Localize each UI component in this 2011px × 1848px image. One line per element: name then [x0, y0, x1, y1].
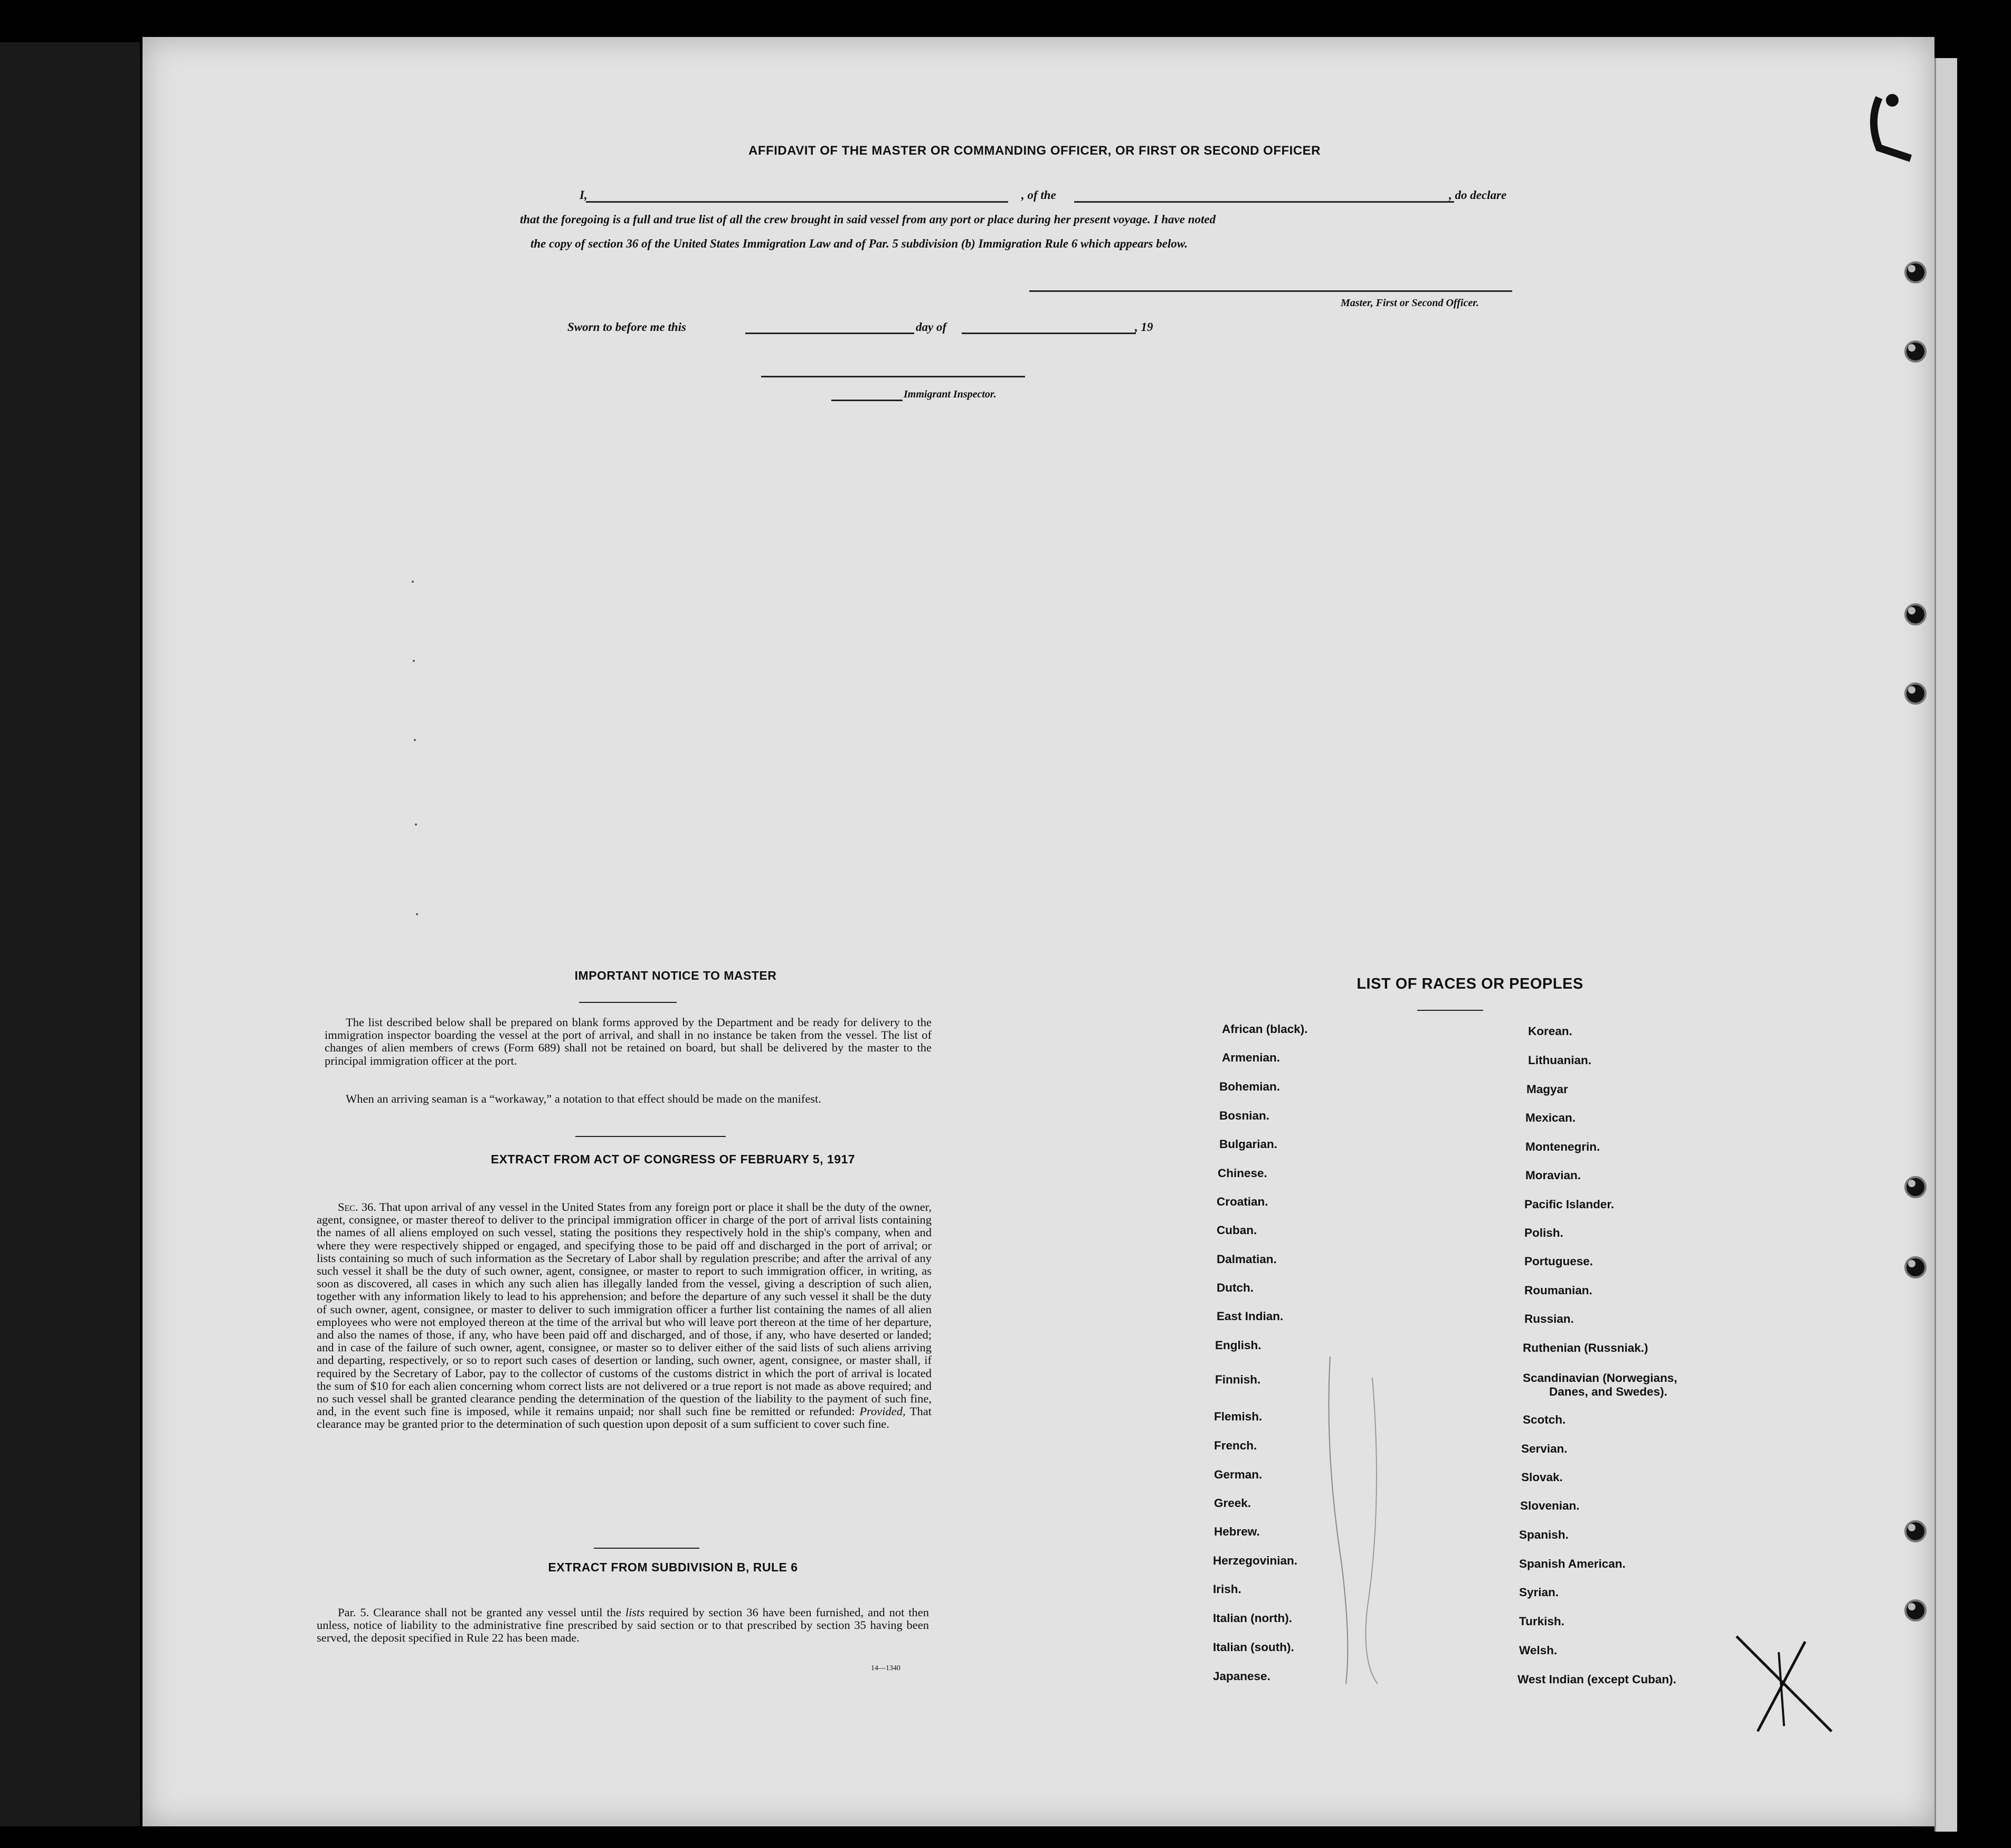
race-item: English.: [1215, 1339, 1261, 1352]
extract-act-body: [317, 1201, 932, 1431]
race-item: Mexican.: [1525, 1111, 1576, 1124]
binder-hole: [1904, 1520, 1927, 1542]
margin-dot: [413, 660, 415, 662]
binder-hole: [1904, 1256, 1927, 1278]
race-item: Welsh.: [1519, 1644, 1558, 1657]
race-item: Bosnian.: [1219, 1109, 1270, 1122]
inspector-signature-line: [761, 376, 1025, 377]
margin-dot: [412, 581, 414, 583]
race-item: Finnish.: [1215, 1373, 1261, 1386]
extract-rule-text-b: required by section 36 have been furnished, and not then unless, notice of liability to the administrative fine prescribed by said section or to that prescribed by section 35 having been served, the deposit specified in Rule 22 has been made.: [317, 1606, 929, 1645]
signature-line: [1029, 290, 1512, 292]
sworn-day-line: [745, 333, 914, 334]
race-item: Italian (north).: [1213, 1612, 1292, 1625]
race-item: Chinese.: [1218, 1167, 1267, 1180]
race-item: Bulgarian.: [1219, 1138, 1278, 1151]
race-item: Slovenian.: [1520, 1499, 1580, 1512]
extract-rule-title: EXTRACT FROM SUBDIVISION B, RULE 6: [548, 1560, 798, 1574]
notice-rule: [579, 1002, 677, 1003]
races-rule: [1417, 1010, 1483, 1011]
year-label: , 19: [1135, 320, 1153, 334]
race-item: Cuban.: [1217, 1224, 1257, 1237]
race-item: Roumanian.: [1524, 1284, 1592, 1297]
race-item: Herzegovinian.: [1213, 1554, 1298, 1567]
extract-act-text: That upon arrival of any vessel in the United States from any foreign port or place it shall be the duty of the owner, agent, consignee, or master thereof to deliver to the principal immigration officer in charge of the port of arrival lists containing the names of all aliens employed on such vessel, stating the positions they respectively hold in the ship's company, when and where they were respectively shipped or engaged, and specifying those to be paid off and discharged in the port of arrival; or lists containing so much of such information as the Secretary of Labor shall by regulation prescribe; and after the arrival of any such vessel it shall be the duty of such owner, agent, consignee, or master to report to such immigration officer, in writing, as soon as discovered, all cases in which any such alien has illegally landed from the vessel, giving a description of such alien, together with any information likely to lead to his apprehension; and before the departure of any such vessel it shall be the duty of such owner, agent, consignee, or master to deliver to such immigration officer a further list containing the names of all alien employees who were not employed thereon at the time of the arrival but who will leave port thereon at the time of her departure, and also the names of those, if any, who have been paid off and discharged, and of those, if any, who have deserted or landed; and in case of the failure of such owner, agent, consignee, or master so to deliver either of the said lists of such aliens arriving and departing, respectively, or so to report such cases of desertion or landing, such owner, agent, consignee, or master shall, if required by the Secretary of Labor, pay to the collector of customs of the customs district in which the port of arrival is located the sum of $10 for each alien concerning whom correct lists are not delivered or a true report is not made as above required; and no such vessel shall be granted clearance pending the determination of the question of the liability to the payment of such fine, and, in the event such fine is imposed, while it remains unpaid; nor shall such fine be remitted or refunded:: [317, 1200, 932, 1418]
race-item: Montenegrin.: [1525, 1140, 1600, 1153]
binder-hole: [1904, 683, 1927, 705]
race-item: Servian.: [1521, 1442, 1568, 1455]
name-blank-line: [586, 201, 1008, 203]
binder-hole: [1904, 1599, 1927, 1622]
margin-dot: [415, 823, 417, 826]
inspector-caption: Immigrant Inspector.: [904, 388, 997, 400]
notice-para-2: When an arriving seaman is a “workaway,” a notation to that effect should be made on the manifest.: [346, 1092, 821, 1105]
race-item: Spanish American.: [1519, 1557, 1626, 1570]
affidavit-title: AFFIDAVIT OF THE MASTER OR COMMANDING OFFICER, OR FIRST OR SECOND OFFICER: [748, 144, 1321, 158]
document-page: [143, 37, 1934, 1826]
vessel-blank-line: [1074, 201, 1454, 203]
race-item: Irish.: [1213, 1582, 1241, 1596]
affidavit-line2: that the foregoing is a full and true list of all the crew brought in said vessel from any port or place during her present voyage. I have noted: [520, 213, 1216, 226]
affidavit-i-label: I,: [580, 188, 587, 202]
clip-mark: [1863, 90, 1932, 164]
sworn-month-line: [962, 333, 1136, 334]
race-item: Flemish.: [1214, 1410, 1263, 1423]
day-of-label: day of: [916, 320, 947, 334]
binder-hole: [1904, 1176, 1927, 1198]
binder-hole: [1904, 603, 1927, 626]
signature-caption: Master, First or Second Officer.: [1341, 297, 1479, 309]
margin-dot: [414, 739, 416, 741]
race-item: Syrian.: [1519, 1586, 1559, 1599]
sec-label: Sec. 36.: [338, 1200, 376, 1214]
race-item: Magyar: [1526, 1083, 1568, 1096]
race-item: Bohemian.: [1219, 1080, 1280, 1093]
extract-rule-body: [317, 1606, 929, 1645]
race-item: Slovak.: [1521, 1471, 1563, 1484]
races-title: LIST OF RACES OR PEOPLES: [1357, 975, 1583, 992]
race-item: Scandinavian (Norwegians,: [1523, 1371, 1677, 1385]
handwritten-x-mark: [1726, 1631, 1847, 1737]
provided-word: Provided,: [859, 1405, 906, 1418]
race-item: Ruthenian (Russniak.): [1523, 1341, 1648, 1354]
race-item: Turkish.: [1519, 1615, 1564, 1628]
notice-end-rule: [575, 1136, 726, 1137]
race-item: Spanish.: [1519, 1528, 1569, 1541]
race-item: Polish.: [1524, 1226, 1563, 1239]
race-item: French.: [1214, 1439, 1257, 1452]
race-item: Lithuanian.: [1528, 1054, 1591, 1067]
race-item: Japanese.: [1213, 1670, 1270, 1683]
race-item: German.: [1214, 1468, 1263, 1481]
race-item: West Indian (except Cuban).: [1517, 1673, 1676, 1686]
inspector-short-line: [831, 400, 903, 401]
race-item: Croatian.: [1217, 1195, 1268, 1208]
race-item: Hebrew.: [1214, 1525, 1260, 1538]
pencil-marks: [1309, 1346, 1415, 1689]
race-item: Scotch.: [1523, 1413, 1566, 1426]
lists-word: lists: [625, 1606, 645, 1619]
race-item: Greek.: [1214, 1496, 1251, 1510]
notice-para-1: The list described below shall be prepared on blank forms approved by the Department and be ready for delivery to the immigration inspector boarding the vessel at the port of arrival, and shall in no instance be taken from the vessel. The list of changes of alien members of crews (Form 689) shall not be retained on board, but shall be delivered by the master to the principal immigration officer at the port.: [325, 1016, 932, 1067]
sworn-label: Sworn to before me this: [567, 320, 686, 334]
race-item: Korean.: [1528, 1025, 1572, 1038]
left-page-edge: [0, 42, 140, 1826]
affidavit-of-the: , of the: [1021, 188, 1056, 202]
binder-hole: [1904, 261, 1927, 283]
race-item: East Indian.: [1217, 1310, 1284, 1323]
race-item: Portuguese.: [1524, 1255, 1593, 1268]
race-item: African (black).: [1222, 1022, 1308, 1036]
affidavit-do-declare: , do declare: [1449, 188, 1507, 202]
race-item: Italian (south).: [1213, 1641, 1294, 1654]
binder-hole: [1904, 340, 1927, 363]
right-page-edge: [1934, 58, 1957, 1832]
race-item: Russian.: [1524, 1312, 1574, 1325]
race-item: Moravian.: [1525, 1169, 1581, 1182]
race-item: Pacific Islander.: [1524, 1198, 1615, 1211]
form-number: 14—1340: [871, 1664, 900, 1672]
extract-act-title: EXTRACT FROM ACT OF CONGRESS OF FEBRUARY 5, 1917: [490, 1152, 856, 1166]
affidavit-line3: the copy of section 36 of the United States Immigration Law and of Par. 5 subdivision (b) Immigration Rule 6 which appears below.: [530, 237, 1188, 250]
extract-act-text-end: That clearance may be granted prior to the determination of such question upon deposit of a sum sufficient to cover such fine.: [317, 1405, 932, 1431]
notice-title: IMPORTANT NOTICE TO MASTER: [574, 969, 777, 982]
race-item: Dutch.: [1217, 1281, 1254, 1294]
race-item: Armenian.: [1222, 1051, 1280, 1064]
race-item: Dalmatian.: [1217, 1253, 1277, 1266]
race-item: Danes, and Swedes).: [1549, 1385, 1667, 1398]
extract-act-end-rule: [594, 1548, 699, 1549]
margin-dot: [416, 913, 418, 915]
extract-rule-text-a: Par. 5. Clearance shall not be granted any vessel until the: [338, 1606, 621, 1619]
